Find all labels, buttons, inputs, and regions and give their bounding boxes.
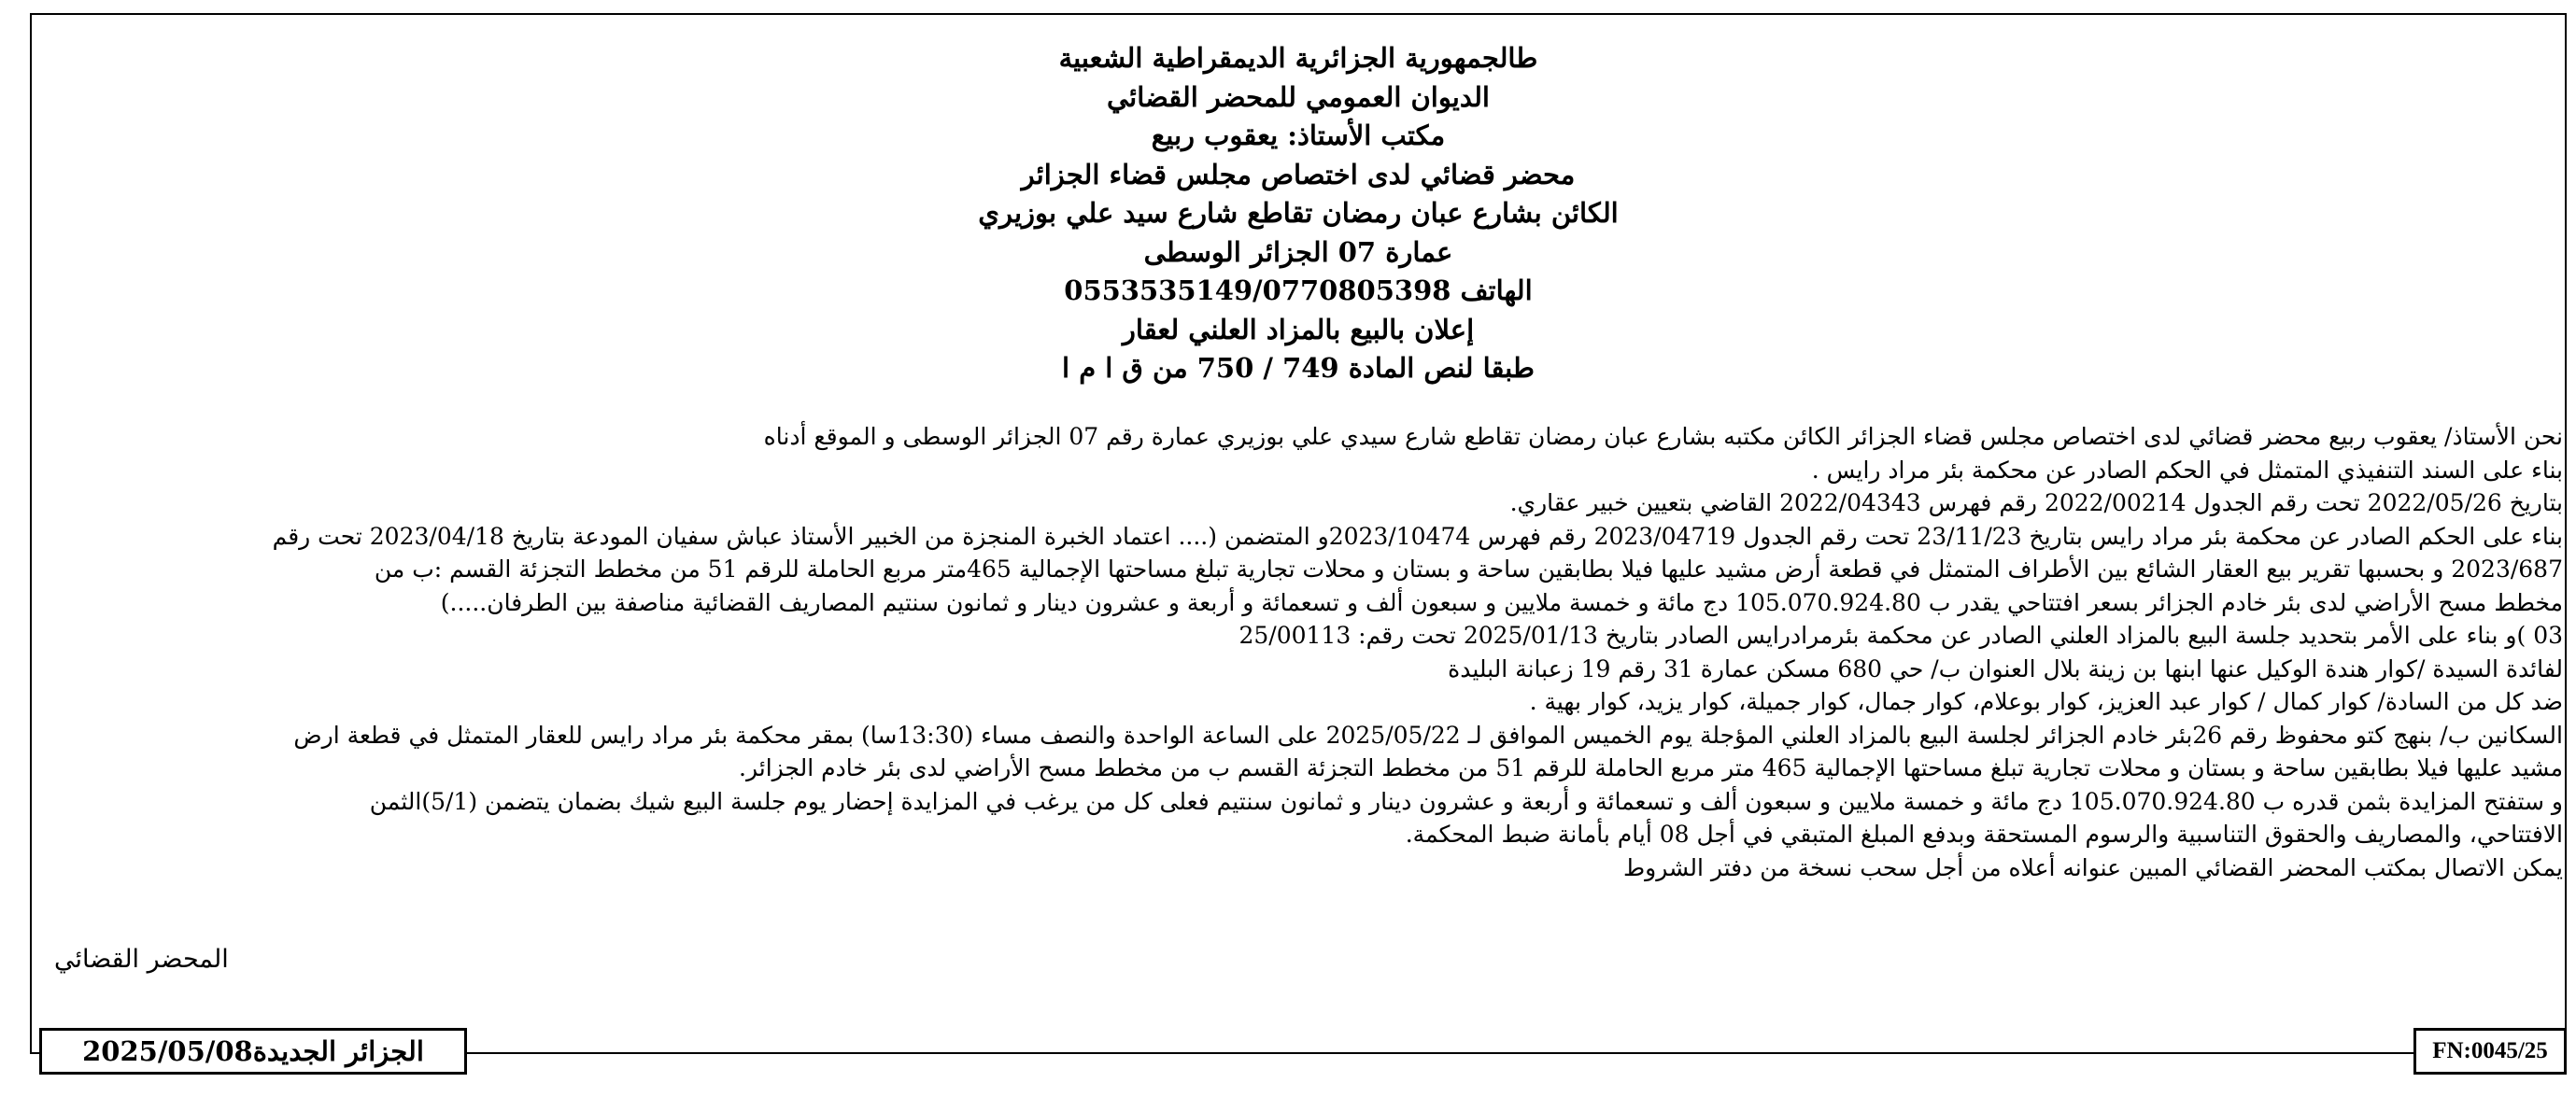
body-line: السكانين ب/ بنهج كتو محفوظ رقم 26بئر خادم الجزائر لجلسة البيع بالمزاد العلني المؤجلة يوم الخميس الموافق لـ 2025/05/22 على الساعة الواحدة والنصف مساء (13:30سا) بمقر محكمة بئر مراد رايس للعقار المتمثل في قطعة ارض xyxy=(293,721,2563,749)
bailiff-signature: المحضر القضائي xyxy=(54,945,229,974)
header-line: إعلان بالبيع بالمزاد العلني لعقار xyxy=(1122,313,1475,345)
body-line: لفائدة السيدة /كوار هندة الوكيل عنها ابنها بن زينة بلال العنوان ب/ حي 680 مسكن عمارة 31 رقم 19 زعبانة البليدة xyxy=(1448,654,2563,682)
header-line: طبقا لنص المادة 749 / 750 من ق ا م ا xyxy=(1062,352,1535,384)
header-line: الكائن بشارع عبان رمضان تقاطع شارع سيد علي بوزيري xyxy=(978,197,1619,229)
announcement-body xyxy=(54,420,2563,884)
body-line: الافتتاحي، والمصاريف والحقوق التناسبية والرسوم المستحقة وبدفع المبلغ المتبقي في أجل 08 أيام بأمانة ضبط المحكمة. xyxy=(1405,821,2563,848)
body-line: 2023/687 و بحسبها تقرير بيع العقار الشائع بين الأطراف المتمثل في قطعة أرض مشيد عليها فيلا بطابقين ساحة و بستان و محلات تجارية تبلغ مساحتها الإجمالية 465متر مربع الحاملة للرقم 51 من مخطط التجزئة القسم :ب من xyxy=(374,556,2563,583)
reference-number-box: FN:0045/25 xyxy=(2413,1028,2567,1075)
header-line: الديوان العمومي للمحضر القضائي xyxy=(1106,80,1490,113)
body-line: مخطط مسح الأراضي لدى بئر خادم الجزائر بسعر افتتاحي يقدر ب 105.070.924.80 دج مائة و خمسة ملايين و سبعون ألف و تسعمائة و أربعة و عشرون دينار و ثمانون سنتيم المصاريف القضائية مناصفة بين الطرفان.....) xyxy=(440,588,2563,616)
body-line: نحن الأستاذ/ يعقوب ربيع محضر قضائي لدى اختصاص مجلس قضاء الجزائر الكائن مكتبه بشارع عبان رمضان تقاطع شارع سيدي علي بوزيري عمارة رقم 07 الجزائر الوسطى و الموقع أدناه xyxy=(763,423,2563,450)
body-line: ضد كل من السادة/ كوار كمال / كوار عبد العزيز، كوار بوعلام، كوار جمال، كوار جميلة، كوار يزيد، كوار بهية . xyxy=(1529,688,2563,715)
body-line: 03 )و بناء على الأمر بتحديد جلسة البيع بالمزاد العلني الصادر عن محكمة بئرمرادرايس الصادر بتاريخ 2025/01/13 تحت رقم: 25/00113 xyxy=(1238,622,2563,649)
body-line: بتاريخ 2022/05/26 تحت رقم الجدول 2022/00214 رقم فهرس 2022/04343 القاضي بتعيين خبير عقاري. xyxy=(1509,489,2563,516)
body-line: مشيد عليها فيلا بطابقين ساحة و بستان و محلات تجارية تبلغ مساحتها الإجمالية 465 متر مربع الحاملة للرقم 51 من مخطط التجزئة القسم ب من مخطط مسح الأراضي لدى بئر خادم الجزائر. xyxy=(739,754,2563,781)
body-line: بناء على السند التنفيذي المتمثل في الحكم الصادر عن محكمة بئر مراد رايس . xyxy=(1811,456,2563,484)
newspaper-date-box: الجزائر الجديدة2025/05/08 xyxy=(39,1028,467,1075)
header-line: عمارة 07 الجزائر الوسطى xyxy=(1143,235,1453,268)
body-line: و ستفتح المزايدة بثمن قدره ب 105.070.924.80 دج مائة و خمسة ملايين و سبعون ألف و تسعمائة و أربعة و عشرون دينار و ثمانون سنتيم فعلى كل من يرغب في المزايدة إحضار يوم جلسة البيع شيك بضمان يتضمن (5/1)الثمن xyxy=(369,787,2563,815)
header-line: الهاتف 0553535149/0770805398 xyxy=(1064,274,1533,306)
header-line: طالجمهورية الجزائرية الديمقراطية الشعبية xyxy=(1058,42,1538,74)
body-line: بناء على الحكم الصادر عن محكمة بئر مراد رايس بتاريخ 23/11/23 تحت رقم الجدول 2023/04719 رقم فهرس 2023/10474و المتضمن (.... اعتماد الخبرة المنجزة من الخبير الأستاذ عباش سفيان المودعة بتاريخ 2023/04/18 تحت رقم xyxy=(272,522,2563,550)
announcement-header xyxy=(30,39,2567,388)
header-line: مكتب الأستاذ: يعقوب ربيع xyxy=(1151,120,1446,151)
header-line: محضر قضائي لدى اختصاص مجلس قضاء الجزائر xyxy=(1021,158,1576,190)
body-line: يمكن الاتصال بمكتب المحضر القضائي المبين عنوانه أعلاه من أجل سحب نسخة من دفتر الشروط xyxy=(1623,853,2563,881)
